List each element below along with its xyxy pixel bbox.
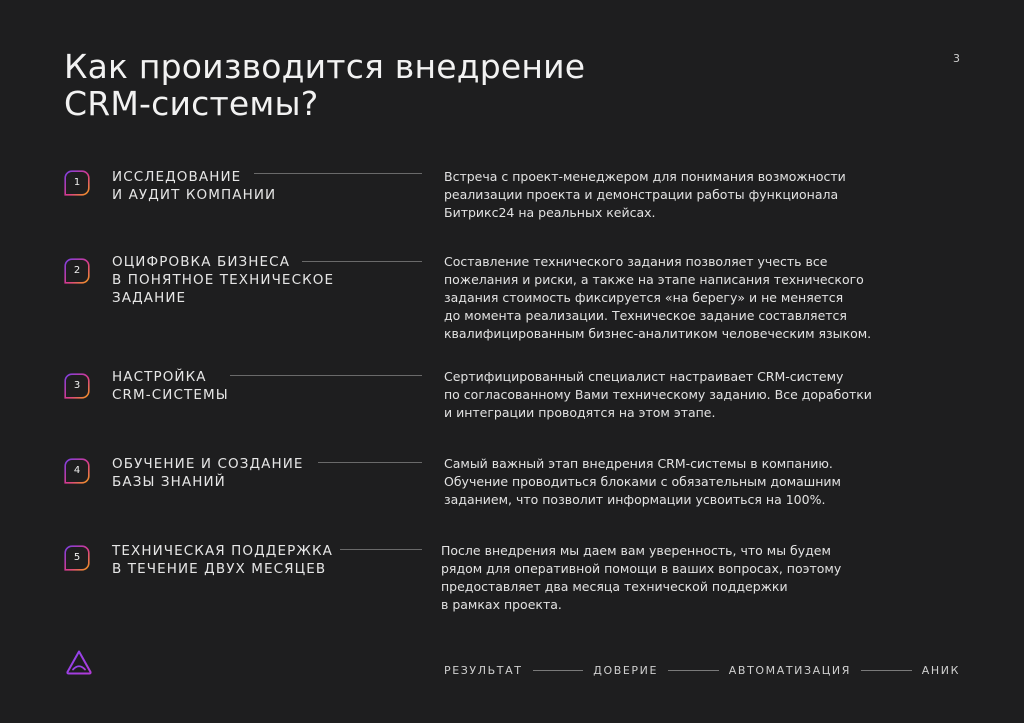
step-description-5 bbox=[441, 542, 871, 614]
step-title-3 bbox=[112, 368, 352, 404]
step-title-line: ТЕХНИЧЕСКАЯ ПОДДЕРЖКА bbox=[112, 543, 333, 559]
page-title bbox=[64, 48, 684, 122]
step-title-4 bbox=[112, 455, 352, 491]
step-badge-1 bbox=[64, 170, 90, 196]
step-description-1 bbox=[444, 168, 874, 222]
footer-divider bbox=[668, 670, 719, 671]
step-connector-1 bbox=[254, 173, 422, 174]
page-title-line-2: CRM-системы? bbox=[64, 84, 319, 123]
step-badge-4 bbox=[64, 458, 90, 484]
company-logo bbox=[64, 648, 94, 678]
step-description-line: заданием, что позволит информации усвоиться на 100%. bbox=[444, 492, 826, 507]
step-description-line: Самый важный этап внедрения CRM-системы в компанию. bbox=[444, 456, 833, 471]
step-connector-2 bbox=[302, 261, 422, 262]
step-description-line: в рамках проекта. bbox=[441, 597, 562, 612]
footer-word-trust: ДОВЕРИЕ bbox=[593, 663, 659, 677]
step-title-line: ИССЛЕДОВАНИЕ bbox=[112, 169, 242, 185]
step-description-line: рядом для оперативной помощи в ваших вопросах, поэтому bbox=[441, 561, 842, 576]
step-description-line: Битрикс24 на реальных кейсах. bbox=[444, 205, 656, 220]
footer-tagline bbox=[444, 662, 960, 678]
step-description-line: до момента реализации. Техническое задание составляется bbox=[444, 308, 847, 323]
step-number-5: 5 bbox=[73, 552, 81, 563]
step-title-line: БАЗЫ ЗНАНИЙ bbox=[112, 474, 226, 490]
step-number-1: 1 bbox=[73, 177, 81, 188]
step-number-3: 3 bbox=[73, 380, 81, 391]
footer-divider bbox=[861, 670, 912, 671]
step-badge-5 bbox=[64, 545, 90, 571]
step-description-line: и интеграции проводятся на этом этапе. bbox=[444, 405, 716, 420]
step-title-line: CRM-СИСТЕМЫ bbox=[112, 387, 229, 403]
step-connector-4 bbox=[318, 462, 422, 463]
step-connector-3 bbox=[230, 375, 422, 376]
step-description-line: предоставляет два месяца технической поддержки bbox=[441, 579, 788, 594]
step-description-line: Обучение проводиться блоками с обязательным домашним bbox=[444, 474, 841, 489]
triangle-logo-icon bbox=[64, 648, 94, 678]
step-description-line: пожелания и риски, а также на этапе написания технического bbox=[444, 272, 864, 287]
step-badge-2 bbox=[64, 258, 90, 284]
step-title-line: ОЦИФРОВКА БИЗНЕСА bbox=[112, 254, 291, 270]
step-connector-5 bbox=[340, 549, 422, 550]
step-title-line: В ПОНЯТНОЕ ТЕХНИЧЕСКОЕ bbox=[112, 272, 335, 288]
step-description-line: реализации проекта и демонстрации работы функционала bbox=[444, 187, 839, 202]
step-title-line: В ТЕЧЕНИЕ ДВУХ МЕСЯЦЕВ bbox=[112, 561, 327, 577]
step-badge-3 bbox=[64, 373, 90, 399]
step-title-5 bbox=[112, 542, 352, 578]
step-description-2 bbox=[444, 253, 874, 343]
footer-word-brand: АНИК bbox=[921, 663, 960, 677]
step-description-line: Встреча с проект-менеджером для понимания возможности bbox=[444, 169, 846, 184]
step-number-4: 4 bbox=[73, 465, 81, 476]
footer-word-result: РЕЗУЛЬТАТ bbox=[444, 663, 523, 677]
step-title-line: ЗАДАНИЕ bbox=[112, 290, 187, 306]
step-description-line: Сертифицированный специалист настраивает CRM-систему bbox=[444, 369, 844, 384]
step-title-line: ОБУЧЕНИЕ И СОЗДАНИЕ bbox=[112, 456, 304, 472]
step-description-line: После внедрения мы даем вам уверенность, что мы будем bbox=[441, 543, 831, 558]
step-description-4 bbox=[444, 455, 874, 509]
footer-word-automation: АВТОМАТИЗАЦИЯ bbox=[728, 663, 851, 677]
page-title-line-1: Как производится внедрение bbox=[64, 47, 586, 86]
page-number: 3 bbox=[953, 52, 960, 65]
step-description-3 bbox=[444, 368, 874, 422]
step-description-line: Составление технического задания позволяет учесть все bbox=[444, 254, 828, 269]
step-title-line: И АУДИТ КОМПАНИИ bbox=[112, 187, 277, 203]
step-description-line: задания стоимость фиксируется «на берегу» и не меняется bbox=[444, 290, 844, 305]
step-description-line: квалифицированным бизнес-аналитиком человеческим языком. bbox=[444, 326, 872, 341]
step-title-line: НАСТРОЙКА bbox=[112, 369, 207, 385]
footer-divider bbox=[533, 670, 584, 671]
step-number-2: 2 bbox=[73, 265, 81, 276]
step-description-line: по согласованному Вами техническому заданию. Все доработки bbox=[444, 387, 872, 402]
